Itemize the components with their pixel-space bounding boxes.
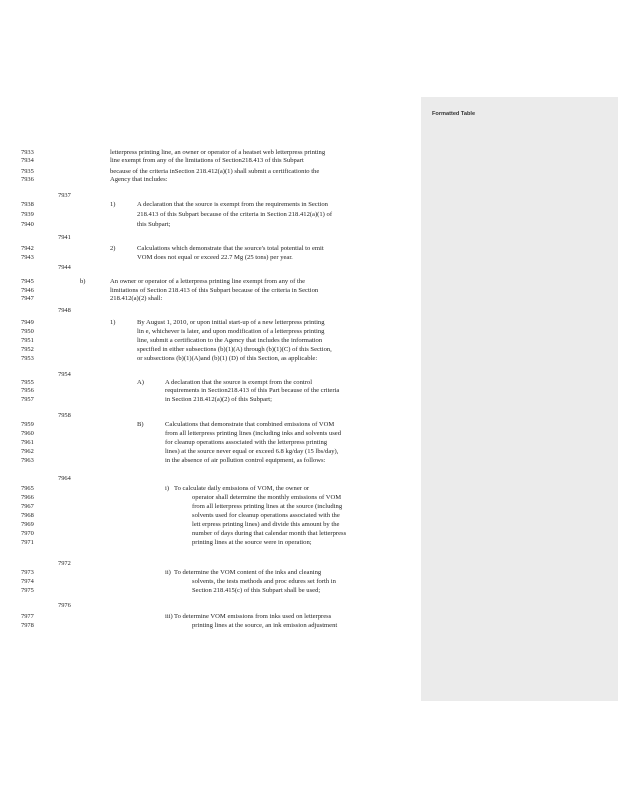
text-line: requirements in Section218.413 of this Part because of the criteria: [165, 387, 340, 394]
line-number: 7953: [21, 355, 34, 362]
text-line: number of days during that calendar month that letterpress: [192, 530, 347, 537]
list-label: i): [165, 485, 170, 492]
text-line: solvents, the tests methods and proc edures set forth in: [192, 578, 336, 585]
line-number: 7962: [21, 448, 34, 455]
text-line: because of the criteria inSection 218.412(a)(1) shall submit a certificationto the: [110, 168, 320, 175]
list-label: A): [137, 379, 144, 386]
list-label: ii): [165, 569, 171, 576]
line-number: 7968: [21, 512, 34, 519]
line-number: 7949: [21, 319, 34, 326]
text-line: solvents used for cleanup operations associated with the: [192, 512, 340, 519]
paragraph-number: 7954: [58, 371, 71, 378]
text-line: A declaration that the source is exempt from the control: [165, 379, 313, 386]
list-label: 1): [110, 201, 116, 208]
line-number: 7952: [21, 346, 34, 353]
text-line: lin e, whichever is later, and upon modification of a letterpress printing: [137, 328, 325, 335]
text-line: for cleanup operations associated with the letterpress printing: [165, 439, 328, 446]
text-line: VOM does not equal or exceed 22.7 Mg (25 tons) per year.: [137, 254, 293, 261]
paragraph-number: 7976: [58, 602, 71, 609]
line-number: 7957: [21, 396, 34, 403]
line-number: 7959: [21, 421, 34, 428]
line-number: 7967: [21, 503, 34, 510]
text-line: By August 1, 2010, or upon initial start-up of a new letterpress printing: [137, 319, 325, 326]
line-number: 7969: [21, 521, 34, 528]
line-number: 7960: [21, 430, 34, 437]
text-line: operator shall determine the monthly emissions of VOM: [192, 494, 342, 501]
text-line: Agency that includes:: [110, 176, 168, 183]
text-line: from all letterpress printing lines at the source (including: [192, 503, 343, 510]
line-number: 7933: [21, 149, 34, 156]
line-number: 7938: [21, 201, 34, 208]
paragraph-number: 7964: [58, 475, 71, 482]
line-number: 7955: [21, 379, 34, 386]
line-number: 7942: [21, 245, 34, 252]
line-number: 7975: [21, 587, 34, 594]
text-line: To determine VOM emissions from inks used on letterpress: [174, 613, 332, 620]
line-number: 7956: [21, 387, 34, 394]
line-number: 7940: [21, 221, 34, 228]
text-line: 218.412(a)(2) shall:: [110, 295, 163, 302]
list-label: iii): [165, 613, 173, 620]
line-number: 7978: [21, 622, 34, 629]
line-number: 7970: [21, 530, 34, 537]
text-line: lines) at the source never equal or exceed 6.8 kg/day (15 lbs/day),: [165, 448, 339, 455]
text-line: line, submit a certification to the Agency that includes the information: [137, 337, 323, 344]
text-line: To determine the VOM content of the inks and cleaning: [174, 569, 322, 576]
line-number: 7934: [21, 157, 34, 164]
text-line: letterpress printing line, an owner or operator of a heatset web letterpress printing: [110, 149, 326, 156]
text-line: To calculate daily emissions of VOM, the owner or: [174, 485, 310, 492]
line-number: 7966: [21, 494, 34, 501]
line-number: 7945: [21, 278, 34, 285]
text-line: 218.413 of this Subpart because of the criteria in Section 218.412(a)(1) of: [137, 211, 333, 218]
text-line: printing lines at the source were in operation;: [192, 539, 312, 546]
text-line: in the absence of air pollution control equipment, as follows:: [165, 457, 326, 464]
paragraph-number: 7944: [58, 264, 71, 271]
line-number: 7946: [21, 287, 34, 294]
text-line: lett erpress printing lines) and divide this amount by the: [192, 521, 340, 528]
comment-pane-header: Formatted Table: [432, 111, 476, 117]
text-line: Calculations which demonstrate that the source's total potential to emit: [137, 245, 324, 252]
text-line: limitations of Section 218.413 of this Subpart because of the criteria in Section: [110, 287, 319, 294]
text-line: from all letterpress printing lines (including inks and solvents used: [165, 430, 341, 437]
list-label: b): [80, 278, 86, 285]
list-label: 1): [110, 319, 116, 326]
text-line: in Section 218.412(a)(2) of this Subpart;: [165, 396, 272, 403]
list-label: B): [137, 421, 144, 428]
text-line: or subsections (b)(1)(A)and (b)(1) (D) of this Section, as applicable:: [137, 355, 318, 362]
paragraph-number: 7937: [58, 192, 71, 199]
paragraph-number: 7958: [58, 412, 71, 419]
paragraph-number: 7948: [58, 307, 71, 314]
text-line: Calculations that demonstrate that combined emissions of VOM: [165, 421, 335, 428]
line-number: 7973: [21, 569, 34, 576]
line-number: 7935: [21, 168, 34, 175]
line-number: 7977: [21, 613, 34, 620]
line-number: 7950: [21, 328, 34, 335]
comment-pane: [421, 97, 618, 701]
text-line: line exempt from any of the limitations of Section218.413 of this Subpart: [110, 157, 304, 164]
line-number: 7963: [21, 457, 34, 464]
text-line: An owner or operator of a letterpress printing line exempt from any of the: [110, 278, 306, 285]
paragraph-number: 7972: [58, 560, 71, 567]
line-number: 7943: [21, 254, 34, 261]
text-line: this Subpart;: [137, 221, 171, 228]
text-line: A declaration that the source is exempt from the requirements in Section: [137, 201, 328, 208]
paragraph-number: 7941: [58, 234, 71, 241]
line-number: 7951: [21, 337, 34, 344]
text-line: specified in either subsections (b)(1)(A) through (b)(1)(C) of this Section,: [137, 346, 332, 353]
line-number: 7971: [21, 539, 34, 546]
line-number: 7936: [21, 176, 34, 183]
line-number: 7939: [21, 211, 34, 218]
list-label: 2): [110, 245, 116, 252]
line-number: 7961: [21, 439, 34, 446]
text-line: printing lines at the source, an ink emission adjustment: [192, 622, 338, 629]
line-number: 7965: [21, 485, 34, 492]
line-number: 7974: [21, 578, 34, 585]
line-number: 7947: [21, 295, 34, 302]
text-line: Section 218.415(c) of this Subpart shall be used;: [192, 587, 321, 594]
